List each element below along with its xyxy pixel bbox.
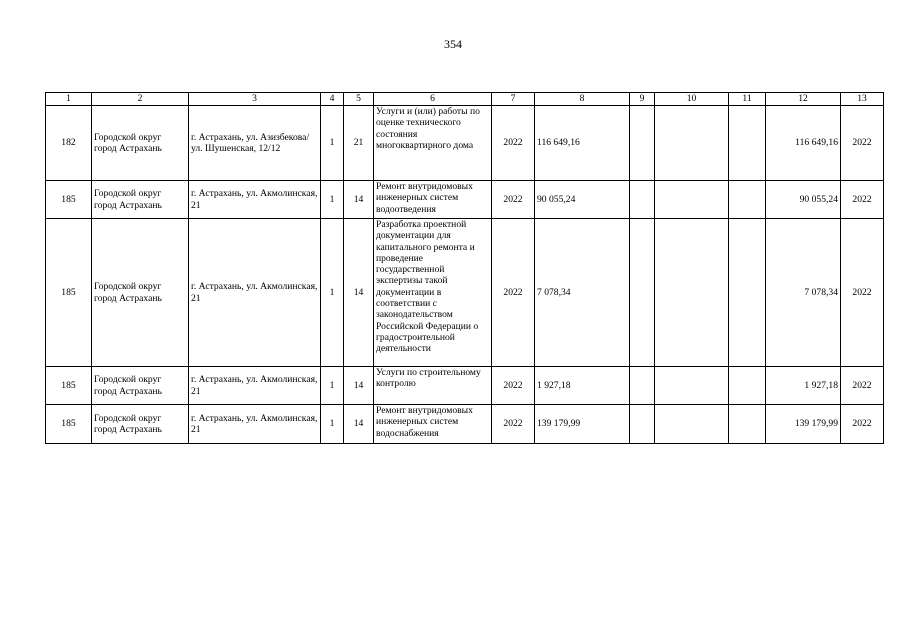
column-11-cell [729, 219, 766, 367]
column-5-cell: 21 [344, 106, 374, 181]
column-header: 13 [841, 93, 884, 106]
column-header: 6 [374, 93, 492, 106]
column-9-cell [630, 367, 655, 405]
year-cell: 2022 [492, 106, 535, 181]
column-9-cell [630, 106, 655, 181]
column-10-cell [655, 106, 729, 181]
work-type-cell: Ремонт внутридомовых инженерных систем водоотведения [374, 181, 492, 219]
column-10-cell [655, 181, 729, 219]
work-type-cell: Услуги по строительному контролю [374, 367, 492, 405]
address-cell: г. Астрахань, ул. Азизбекова/ ул. Шушенская, 12/12 [189, 106, 321, 181]
column-header: 4 [321, 93, 344, 106]
year-cell: 2022 [492, 181, 535, 219]
column-header: 8 [535, 93, 630, 106]
cost-cell: 1 927,18 [535, 367, 630, 405]
column-header: 3 [189, 93, 321, 106]
row-number: 185 [46, 219, 92, 367]
column-5-cell: 14 [344, 181, 374, 219]
column-13-year-cell: 2022 [841, 106, 884, 181]
column-10-cell [655, 219, 729, 367]
column-4-cell: 1 [321, 405, 344, 444]
column-5-cell: 14 [344, 219, 374, 367]
address-cell: г. Астрахань, ул. Акмолинская, 21 [189, 367, 321, 405]
table-header-row [46, 93, 884, 106]
address-cell: г. Астрахань, ул. Акмолинская, 21 [189, 181, 321, 219]
work-type-cell: Ремонт внутридомовых инженерных систем водоснабжения [374, 405, 492, 444]
work-type-cell: Разработка проектной документации для капитального ремонта и проведение государственной экспертизы такой документации в соответствии с законодательством Российской Федерации о градостроительной деятельности [374, 219, 492, 367]
column-header: 10 [655, 93, 729, 106]
column-5-cell: 14 [344, 405, 374, 444]
column-header: 7 [492, 93, 535, 106]
column-12-cost-cell: 1 927,18 [766, 367, 841, 405]
table-row [46, 367, 884, 405]
column-header: 9 [630, 93, 655, 106]
column-12-cost-cell: 90 055,24 [766, 181, 841, 219]
year-cell: 2022 [492, 405, 535, 444]
column-12-cost-cell: 7 078,34 [766, 219, 841, 367]
row-number: 185 [46, 181, 92, 219]
column-header: 12 [766, 93, 841, 106]
column-11-cell [729, 181, 766, 219]
row-number: 182 [46, 106, 92, 181]
cost-cell: 116 649,16 [535, 106, 630, 181]
year-cell: 2022 [492, 219, 535, 367]
column-12-cost-cell: 139 179,99 [766, 405, 841, 444]
year-cell: 2022 [492, 367, 535, 405]
column-11-cell [729, 106, 766, 181]
column-9-cell [630, 405, 655, 444]
table-row [46, 219, 884, 367]
column-13-year-cell: 2022 [841, 219, 884, 367]
municipality-cell: Городской округ город Астрахань [92, 181, 189, 219]
column-10-cell [655, 405, 729, 444]
column-12-cost-cell: 116 649,16 [766, 106, 841, 181]
column-header: 5 [344, 93, 374, 106]
page-number: 354 [444, 37, 462, 51]
capital-repair-table [45, 92, 884, 444]
municipality-cell: Городской округ город Астрахань [92, 405, 189, 444]
row-number: 185 [46, 405, 92, 444]
cost-cell: 139 179,99 [535, 405, 630, 444]
column-4-cell: 1 [321, 219, 344, 367]
column-9-cell [630, 219, 655, 367]
column-4-cell: 1 [321, 181, 344, 219]
municipality-cell: Городской округ город Астрахань [92, 367, 189, 405]
column-9-cell [630, 181, 655, 219]
municipality-cell: Городской округ город Астрахань [92, 106, 189, 181]
column-13-year-cell: 2022 [841, 367, 884, 405]
column-10-cell [655, 367, 729, 405]
address-cell: г. Астрахань, ул. Акмолинская, 21 [189, 219, 321, 367]
address-cell: г. Астрахань, ул. Акмолинская, 21 [189, 405, 321, 444]
column-11-cell [729, 367, 766, 405]
municipality-cell: Городской округ город Астрахань [92, 219, 189, 367]
work-type-cell: Услуги и (или) работы по оценке технического состояния многоквартирного дома [374, 106, 492, 181]
table-row [46, 181, 884, 219]
cost-cell: 7 078,34 [535, 219, 630, 367]
column-13-year-cell: 2022 [841, 181, 884, 219]
column-13-year-cell: 2022 [841, 405, 884, 444]
table-row [46, 106, 884, 181]
column-header: 2 [92, 93, 189, 106]
column-header: 1 [46, 93, 92, 106]
table-row [46, 405, 884, 444]
column-5-cell: 14 [344, 367, 374, 405]
column-11-cell [729, 405, 766, 444]
column-4-cell: 1 [321, 367, 344, 405]
row-number: 185 [46, 367, 92, 405]
column-4-cell: 1 [321, 106, 344, 181]
cost-cell: 90 055,24 [535, 181, 630, 219]
column-header: 11 [729, 93, 766, 106]
